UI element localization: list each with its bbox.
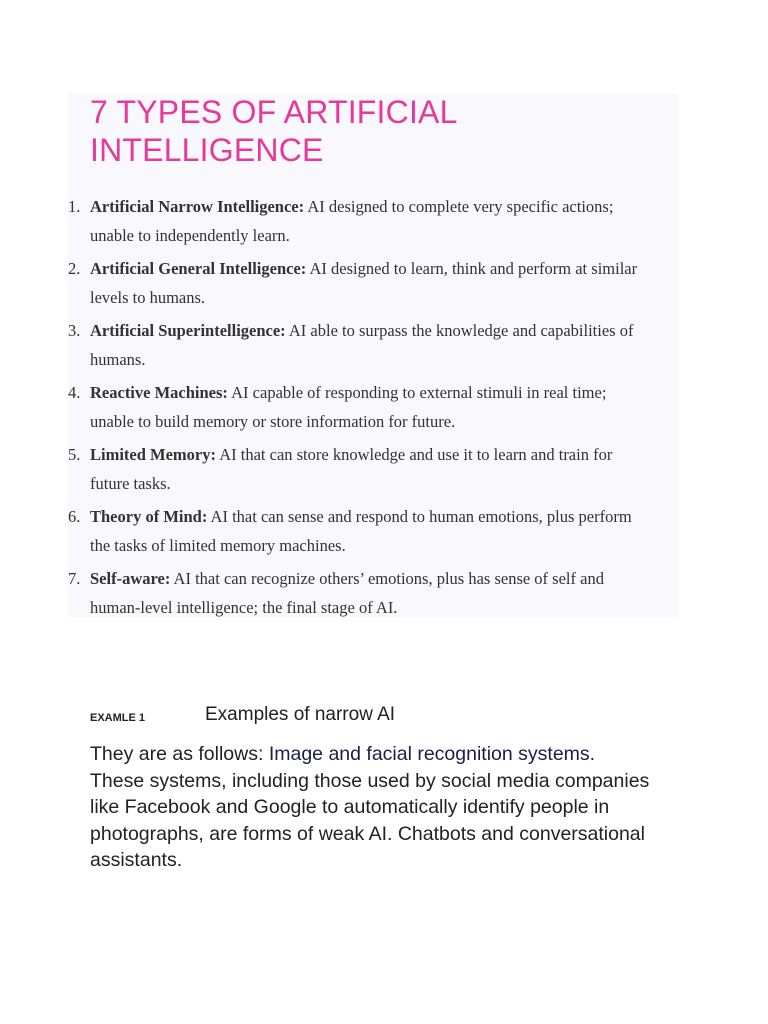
item-number: 2. xyxy=(68,259,81,278)
example-body xyxy=(90,741,650,874)
item-term: Theory of Mind: xyxy=(90,507,208,526)
item-term: Limited Memory: xyxy=(90,445,216,464)
example-label: EXAMLE 1 xyxy=(90,712,146,724)
page-title: 7 TYPES OF ARTIFICIAL INTELLIGENCE xyxy=(90,94,457,168)
example-rest: . These systems, including those used by social media companies like Facebook and Google to automatically identify people in photographs, are forms of weak AI. Chatbots and conversational assistants. xyxy=(90,743,650,871)
item-description: AI designed to complete very specific actions; unable to independently learn. xyxy=(90,197,614,245)
item-term: Artificial Superintelligence: xyxy=(90,321,286,340)
item-number: 6. xyxy=(68,507,81,526)
item-term: Self-aware: xyxy=(90,569,171,588)
item-number: 5. xyxy=(68,445,81,464)
list-item xyxy=(68,254,648,312)
item-term: Reactive Machines: xyxy=(90,383,228,402)
item-number: 3. xyxy=(68,321,81,340)
item-number: 4. xyxy=(68,383,81,402)
item-number: 1. xyxy=(68,197,81,216)
item-number: 7. xyxy=(68,569,81,588)
list-item xyxy=(68,502,648,560)
example-highlight: Image and facial recognition systems xyxy=(268,743,590,765)
item-description: AI that can sense and respond to human emotions, plus perform the tasks of limited memory machines. xyxy=(90,507,632,555)
list-item xyxy=(68,316,648,374)
ai-types-list xyxy=(68,192,648,626)
example-heading: Examples of narrow AI xyxy=(205,704,396,725)
list-item xyxy=(68,564,648,622)
list-item xyxy=(68,192,648,250)
example-intro: They are as follows: xyxy=(90,743,269,765)
item-term: Artificial Narrow Intelligence: xyxy=(90,197,305,216)
item-term: Artificial General Intelligence: xyxy=(90,259,307,278)
item-description: AI capable of responding to external stimuli in real time; unable to build memory or store information for future. xyxy=(90,383,607,431)
item-description: AI that can store knowledge and use it to learn and train for future tasks. xyxy=(90,445,613,493)
item-description: AI able to surpass the knowledge and capabilities of humans. xyxy=(90,321,634,369)
list-item xyxy=(68,440,648,498)
list-item xyxy=(68,378,648,436)
item-description: AI that can recognize others’ emotions, plus has sense of self and human-level intelligence; the final stage of AI. xyxy=(90,569,604,617)
item-description: AI designed to learn, think and perform at similar levels to humans. xyxy=(90,259,638,307)
